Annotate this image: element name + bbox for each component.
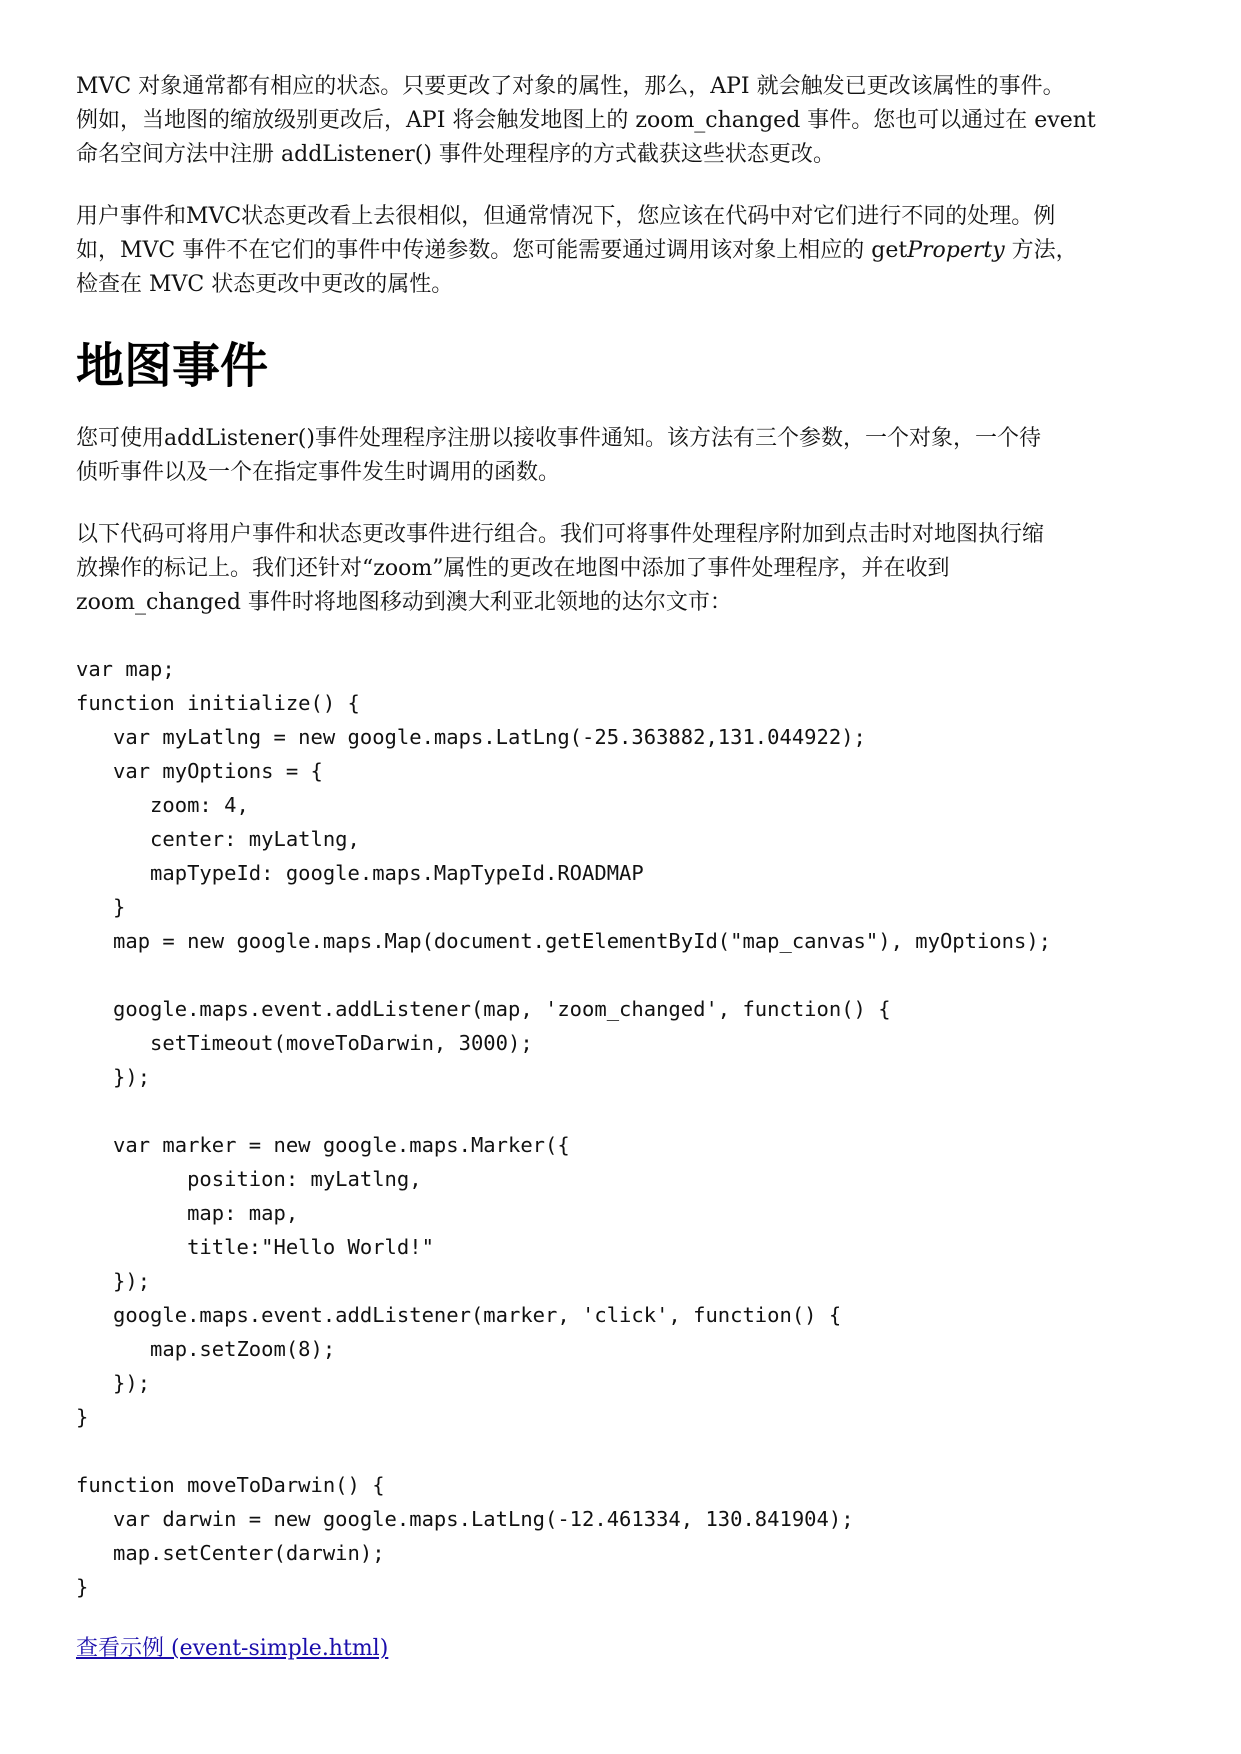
code-line: map: map,: [76, 1201, 299, 1225]
code-line: center: myLatlng,: [76, 827, 360, 851]
code-line: }: [76, 1405, 89, 1429]
code-line: var darwin = new google.maps.LatLng(-12.461334, 130.841904);: [76, 1507, 854, 1531]
code-line: });: [76, 1065, 151, 1089]
intro-paragraph-2: [76, 200, 1196, 302]
text-line: 放操作的标记上。我们还针对“zoom”属性的更改在地图中添加了事件处理程序，并在收到: [76, 556, 950, 581]
text-span: 方法，: [1004, 238, 1078, 263]
code-line: [76, 1094, 1196, 1128]
text-line: zoom_changed 事件时将地图移动到澳大利亚北领地的达尔文市：: [76, 590, 732, 615]
section-heading: 地图事件: [76, 338, 269, 394]
code-line: [76, 1434, 1196, 1468]
code-line: map.setZoom(8);: [76, 1337, 336, 1361]
text-span: 如，MVC 事件不在它们的事件中传递参数。您可能需要通过调用该对象上相应的 get: [76, 238, 908, 263]
intro-paragraph-1: [76, 70, 1196, 172]
code-line: google.maps.event.addListener(map, 'zoom_changed', function() {: [76, 997, 891, 1021]
text-line: 您可使用addListener()事件处理程序注册以接收事件通知。该方法有三个参数，一个对象，一个待: [76, 426, 1041, 451]
code-line: });: [76, 1269, 151, 1293]
code-block: [76, 652, 1196, 1604]
code-line: position: myLatlng,: [76, 1167, 422, 1191]
text-line: 检查在 MVC 状态更改中更改的属性。: [76, 272, 454, 297]
document-page: [76, 70, 1196, 1666]
code-line: map = new google.maps.Map(document.getElementById("map_canvas"), myOptions);: [76, 929, 1052, 953]
code-line: }: [76, 895, 126, 919]
code-line: map.setCenter(darwin);: [76, 1541, 385, 1565]
code-line: var marker = new google.maps.Marker({: [76, 1133, 570, 1157]
code-line: [76, 958, 1196, 992]
code-line: var myOptions = {: [76, 759, 323, 783]
property-placeholder: Property: [907, 238, 1005, 263]
text-line: 侦听事件以及一个在指定事件发生时调用的函数。: [76, 460, 561, 485]
text-line: MVC 对象通常都有相应的状态。只要更改了对象的属性，那么，API 就会触发已更改该属性的事件。: [76, 74, 1065, 99]
text-line: 命名空间方法中注册 addListener() 事件处理程序的方式截获这些状态更改。: [76, 142, 835, 167]
code-line: title:"Hello World!": [76, 1235, 434, 1259]
section-paragraph-1: [76, 422, 1196, 490]
code-line: function moveToDarwin() {: [76, 1473, 385, 1497]
code-line: setTimeout(moveToDarwin, 3000);: [76, 1031, 533, 1055]
code-line: }: [76, 1575, 89, 1599]
view-example-link[interactable]: 查看示例 (event-simple.html): [76, 1636, 389, 1661]
code-line: mapTypeId: google.maps.MapTypeId.ROADMAP: [76, 861, 644, 885]
code-line: function initialize() {: [76, 691, 360, 715]
code-line: google.maps.event.addListener(marker, 'click', function() {: [76, 1303, 842, 1327]
text-line: 例如，当地图的缩放级别更改后，API 将会触发地图上的 zoom_changed 事件。您也可以通过在 event: [76, 108, 1096, 133]
code-line: });: [76, 1371, 151, 1395]
code-line: var myLatlng = new google.maps.LatLng(-25.363882,131.044922);: [76, 725, 866, 749]
section-paragraph-2: [76, 518, 1196, 620]
text-line: 用户事件和MVC状态更改看上去很相似，但通常情况下，您应该在代码中对它们进行不同的处理。例: [76, 204, 1056, 229]
text-line: [76, 234, 1196, 268]
text-line: 以下代码可将用户事件和状态更改事件进行组合。我们可将事件处理程序附加到点击时对地图执行缩: [76, 522, 1045, 547]
code-line: var map;: [76, 657, 175, 681]
code-line: zoom: 4,: [76, 793, 249, 817]
